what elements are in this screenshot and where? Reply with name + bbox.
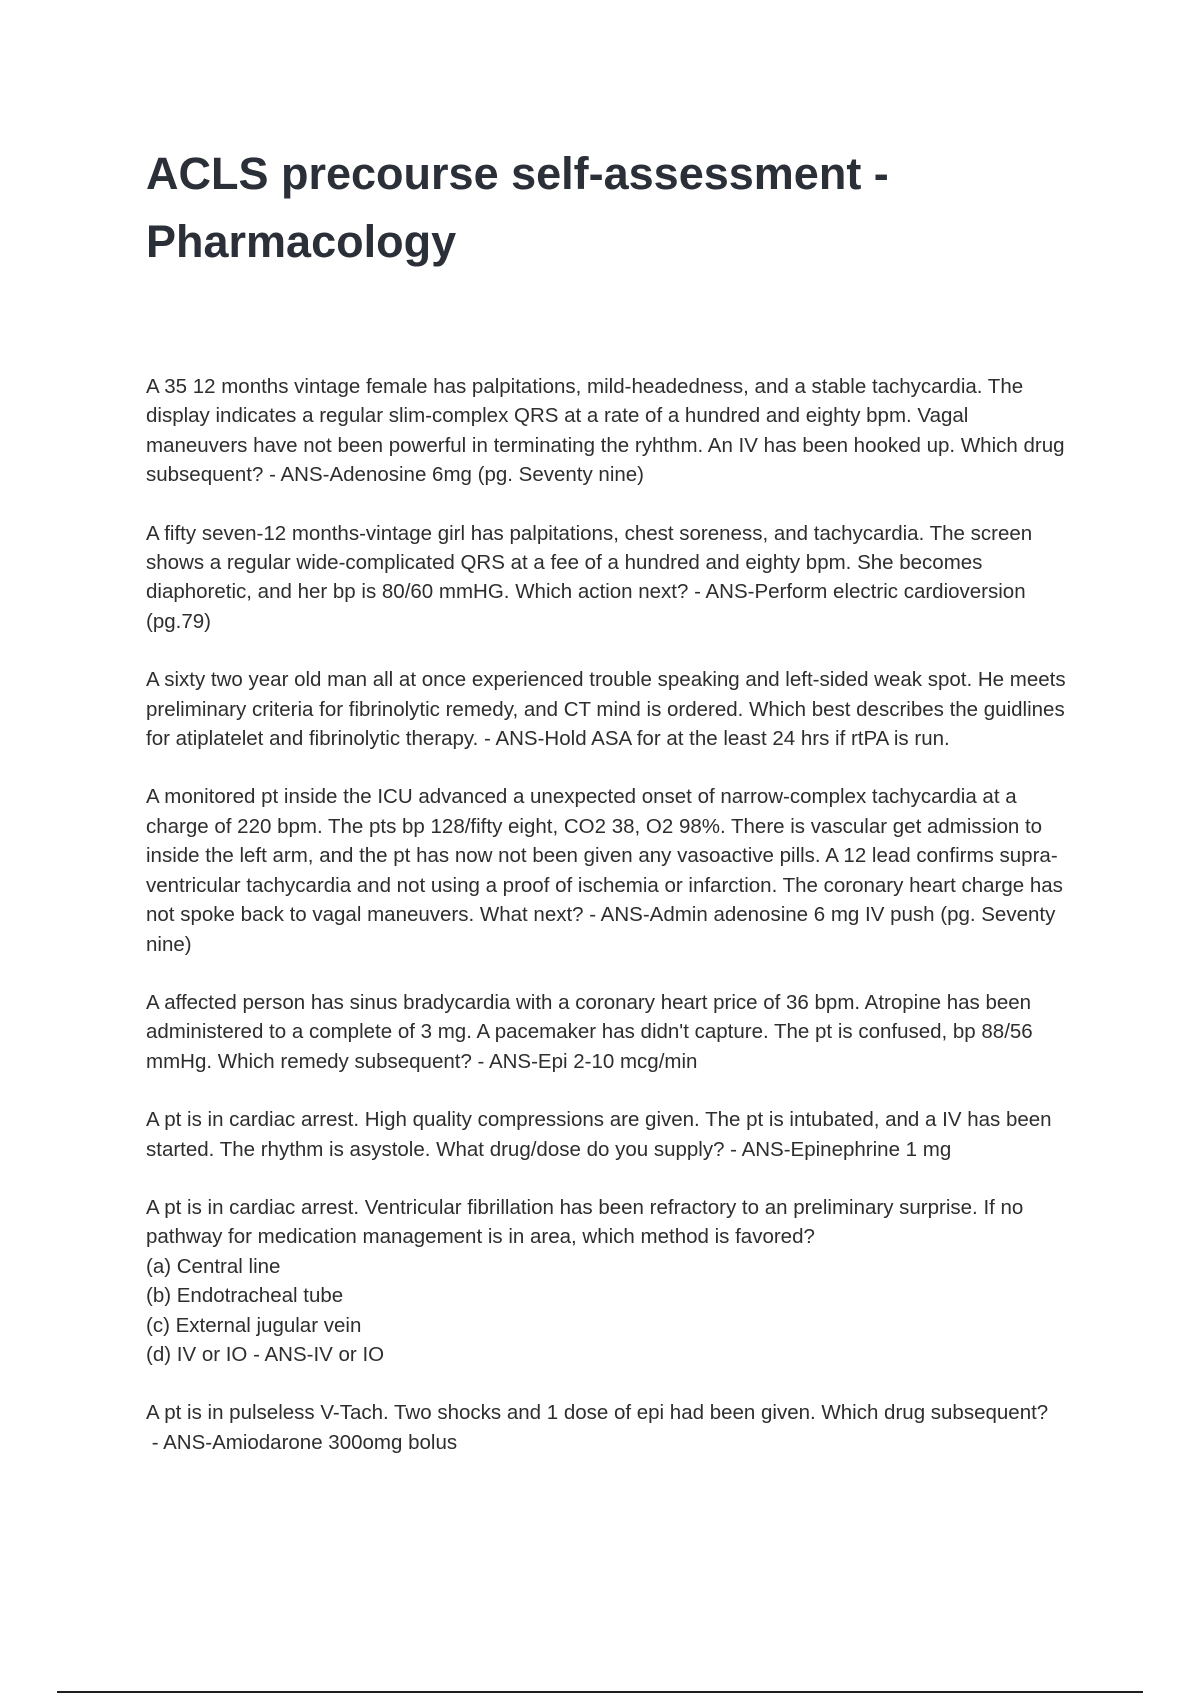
answer-text: ANS-Amiodarone 300omg bolus	[163, 1430, 458, 1454]
qa-item-5	[146, 988, 1066, 1076]
qa-item-8	[146, 1398, 1066, 1457]
question-text: A fifty seven-12 months-vintage girl has palpitations, chest soreness, and tachycardia. The screen shows a regular wide-complicated QRS at a fee of a hundred and eighty bpm. She becomes diaphoretic, and her bp is 80/60 mmHG. Which action next?	[146, 521, 1033, 604]
qa-separator: -	[688, 580, 706, 604]
question-text: A affected person has sinus bradycardia with a coronary heart price of 36 bpm. Atropine has been administered to a complete of 3 mg. A pacemaker has didn't capture. The pt is confused, bp 88/56 mmHg. Which remedy subsequent?	[146, 990, 1033, 1073]
answer-text: ANS-Epinephrine 1 mg	[741, 1137, 952, 1161]
question-text: A 35 12 months vintage female has palpitations, mild-headedness, and a stable tachycardia. The display indicates a regular slim-complex QRS at a rate of a hundred and eighty bpm. Vagal maneuvers have not been powerful in terminating the ryhthm. An IV has been hooked up. Which drug subsequent?	[146, 375, 1065, 487]
qa-separator: -	[263, 463, 281, 487]
answer-text: ANS-IV or IO	[264, 1342, 385, 1366]
question-text: A monitored pt inside the ICU advanced a unexpected onset of narrow-complex tachycardia at a charge of 220 bpm. The pts bp 128/fifty eight, CO2 38, O2 98%. There is vascular get admission to inside the left arm, and the pt has now not been given any vasoactive pills. A 12 lead confirms supra-ventricular tachycardia and not using a proof of ischemia or infarction. The coronary heart charge has not spoke back to vagal maneuvers. What next?	[146, 785, 1063, 927]
qa-item-4	[146, 782, 1066, 958]
qa-item-2	[146, 519, 1066, 637]
answer-text: ANS-Adenosine 6mg (pg. Seventy nine)	[280, 463, 645, 487]
document-title: ACLS precourse self-assessment - Pharmacology	[146, 148, 889, 267]
qa-item-6	[146, 1105, 1066, 1164]
qa-item-1	[146, 372, 1066, 490]
answer-text: ANS-Epi 2-10 mcg/min	[488, 1049, 698, 1073]
qa-item-7	[146, 1193, 1066, 1369]
question-text: A pt is in cardiac arrest. High quality compressions are given. The pt is intubated, and a IV has been started. The rhythm is asystole. What drug/dose do you supply?	[146, 1108, 1052, 1161]
question-text: A pt is in pulseless V-Tach. Two shocks and 1 dose of epi had been given. Which drug subsequent?	[146, 1401, 1049, 1425]
page-bottom-rule	[57, 1691, 1143, 1693]
qa-separator: -	[478, 727, 496, 751]
qa-separator: -	[471, 1049, 489, 1073]
qa-separator: -	[146, 1430, 164, 1454]
question-text: A sixty two year old man all at once experienced trouble speaking and left-sided weak spot. He meets preliminary criteria for fibrinolytic remedy, and CT mind is ordered. Which best describes the guidlines for atiplatelet and fibrinolytic therapy.	[146, 668, 1066, 751]
question-text: A pt is in cardiac arrest. Ventricular fibrillation has been refractory to an preliminary surprise. If no pathway for medication management is in area, which method is favored? (a) Central line (b) Endotracheal tube (c) External jugular vein (d) IV or IO	[146, 1195, 1024, 1366]
qa-separator: -	[583, 903, 601, 927]
qa-separator: -	[724, 1137, 742, 1161]
answer-text: ANS-Hold ASA for at the least 24 hrs if rtPA is run.	[495, 727, 950, 751]
qa-separator: -	[247, 1342, 265, 1366]
answer-text: ANS-Admin adenosine 6 mg IV push (pg. Seventy nine)	[146, 903, 1056, 956]
qa-list	[146, 372, 1066, 1486]
qa-item-3	[146, 665, 1066, 753]
answer-text: ANS-Perform electric cardioversion (pg.79)	[146, 580, 1026, 633]
